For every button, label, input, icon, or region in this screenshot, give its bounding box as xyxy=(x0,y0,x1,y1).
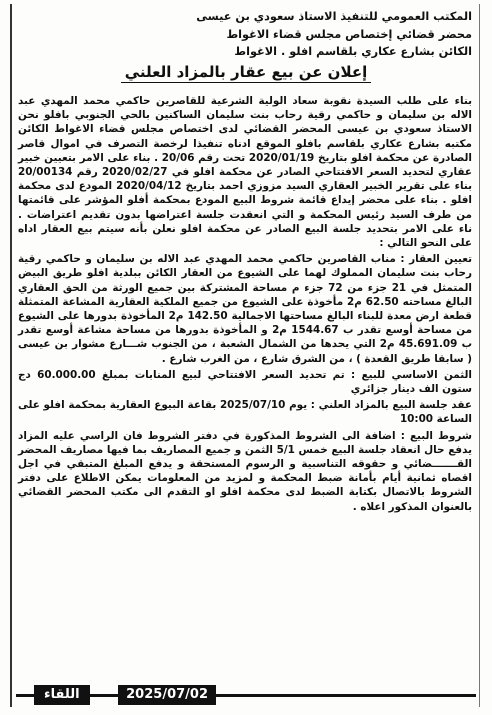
paragraph-sale-conditions: شروط البيع : اضافة الى الشروط المذكورة في دفتر الشروط فان الراسي عليه المزاد يدفع حال انعقاد جلسة البيع خمس 5/1 الثمن و جميع المصاريف بما فيها مصاريف المحضر القـــــــضائي و حقوقه التناسبية و الرسوم المستحقة و يدفع المبلغ المتبقي في اجل اقصاه ثمانية أيام بأمانة ضبط المحكمة و لمزيد من المعلومات يمكن الاطلاع على دفتر الشروط بالاتصال بكتابة الضبط لدى محكمة افلو او التقدم الى مكتب المحضر القضائي بالعنوان المذكور اعلاه . xyxy=(18,429,472,513)
header-line-address: الكائن بشارع عكاري بلقاسم افلو . الاغواط xyxy=(234,45,472,58)
publication-date: 2025/07/02 xyxy=(118,685,216,705)
announcement-title xyxy=(0,63,492,83)
announcement-body xyxy=(18,94,472,516)
newspaper-name: اللقاء xyxy=(34,685,90,705)
bailiff-header xyxy=(40,8,472,61)
paragraph-property-description: تعيين العقار : مناب القاصرين حاكمي محمد المهدي عبد الاله بن سليمان و حاكمي رقية رحاب بنت سليمان المملوك لهما على الشيوع من العقار الكائن ببلدية افلو طريق البيض المتمثل في 21 جزء من 72 جزء م مساحة المشتركة بين جميع الورثة من الحق العقاري البالغ مساحته 62.50 م2 مأخوذة على الشيوع من جميع الملكية العقارية المشاعة المتمثلة قطعة ارض معدة للبناء البالغ مساحتها الاجمالية 142.50 م2 المأخوذة بدورها على الشيوع من مساحة أوسع تقدر ب 1544.67 م2 و المأخوذة بدورها من مساحة مشاعة أوسع تقدر ب 45.691.09 م2 التي يحدها من الشمال الشعبة ، من الجنوب شـــارع مشوار بن عيسى ( سابقا طريق القعدة ) ، من الشرق شارع ، من الغرب شارع . xyxy=(18,253,473,365)
page-footer xyxy=(16,685,476,705)
paragraph-auction-session: عقد جلسة البيع بالمزاد العلني : يوم 2025/07/10 بقاعة البيوع العقارية بمحكمة افلو على الساعة 10:00 xyxy=(18,399,472,426)
announcement-title-text: إعلان عن بيع عقار بالمزاد العلني xyxy=(121,63,372,83)
paragraph-base-price: الثمن الاساسي للبيع : تم تحديد السعر الافتتاحي لبيع المنابات بمبلغ 60.000.00 دج ستون الف دينار جزائري xyxy=(18,368,472,396)
header-line-jurisdiction: محضر قضائي إختصاص مجلس قضاء الاغواط xyxy=(226,27,472,41)
header-line-office: المكتب العمومي للتنفيذ الاستاذ سعودي بن عيسى xyxy=(196,10,472,23)
paragraph-legal-basis: بناء على طلب السيدة نقوبة سعاد الولية الشرعية للقاصرين حاكمي محمد المهدي عبد الاله بن سليمان و حاكمي رقية رحاب بنت سليمان الساكنين بالحي الجنوبي بافلو نحن الاستاذ سعودي بن عيسى المحضر القضائي لدى اختصاص مجلس قضاء الاغواط الكائن مكتبه بشارع عكاري بلقاسم بافلو الموقع ادناه تنفيذا لرخصة التصرف في اموال قاصر الصادرة عن محكمة افلو بتاريخ 2020/01/19 تحت رقم 20/06 . بناء على الامر بتعيين خبير عقاري لتحديد السعر الافتتاحي الصادر عن محكمة افلو في 2020/02/27 رقم 20/00134 بناء على تقرير الخبير العقاري السيد مزوزي احمد بتاريخ 2020/04/12 المودع لدى محكمة افلو . بناء على محضر إيداع قائمة شروط البيع المودع بمحكمة أفلو المؤشر على قائمتها من طرف السيد رئيس المحكمة و التي انعقدت جلسة اعتراضها بدون تقديم اعتراضات . ناء على الامر بتحديد جلسة البيع الصادر عن محكمة افلو نعلن بأنه سيتم بيع العقار اداه على النحو التالي : xyxy=(18,95,473,250)
